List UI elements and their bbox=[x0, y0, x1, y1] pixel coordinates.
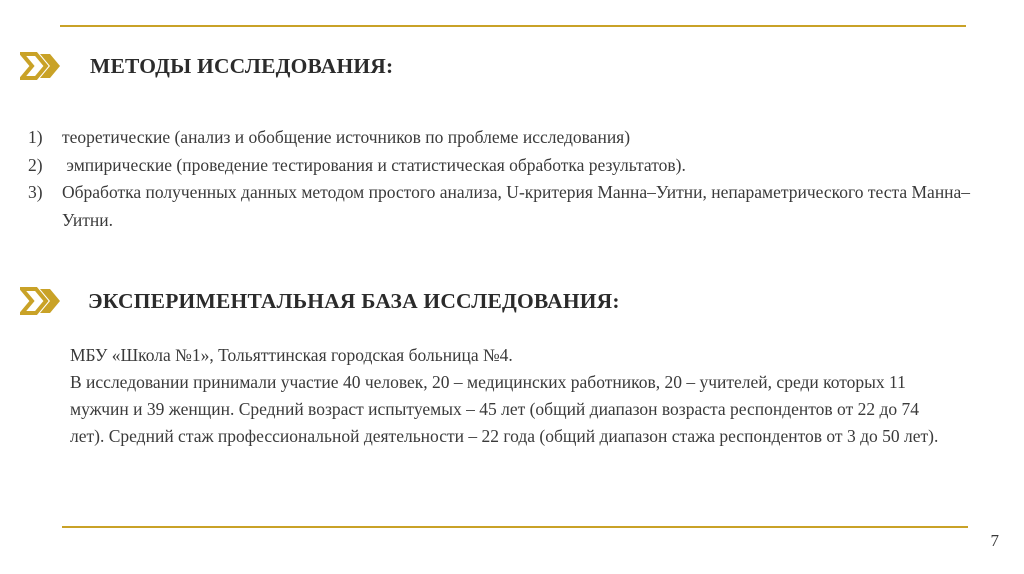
page-number: 7 bbox=[990, 531, 999, 550]
section-title-experimental-base: ЭКСПЕРИМЕНТАЛЬНАЯ БАЗА ИССЛЕДОВАНИЯ: bbox=[88, 289, 620, 313]
list-item bbox=[28, 179, 988, 234]
top-divider bbox=[60, 25, 966, 27]
methods-list bbox=[28, 124, 988, 234]
chevron-right-icon bbox=[20, 286, 64, 316]
list-item-text: эмпирические (проведение тестирования и статистическая обработка результатов). bbox=[62, 154, 686, 175]
section-title-methods: МЕТОДЫ ИССЛЕДОВАНИЯ: bbox=[90, 54, 394, 78]
chevron-right-icon bbox=[20, 51, 64, 81]
bottom-divider bbox=[62, 526, 968, 528]
institutions-line: МБУ «Школа №1», Тольяттинская городская больница №4. bbox=[70, 345, 513, 365]
list-item-number: 3) bbox=[28, 182, 43, 202]
list-item bbox=[28, 152, 988, 180]
list-item-number: 1) bbox=[28, 127, 43, 147]
list-item-text: теоретические (анализ и обобщение источников по проблеме исследования) bbox=[62, 127, 631, 147]
list-item bbox=[28, 124, 988, 152]
list-item-text: Обработка полученных данных методом простого анализа, U-критерия Манна–Уитни, непараметрического теста Манна–Уитни. bbox=[62, 182, 971, 230]
list-item-number: 2) bbox=[28, 154, 43, 175]
participants-description: В исследовании принимали участие 40 человек, 20 – медицинских работников, 20 – учителей, среди которых 11 мужчин и 39 женщин. Средний возраст испытуемых – 45 лет (общий диапазон возраста респондентов от 22 до 74 лет). Средний стаж профессиональной деятельности – 22 года (общий диапазон стажа респондентов от 3 до 50 лет). bbox=[70, 372, 939, 446]
experimental-base-text bbox=[70, 342, 940, 450]
